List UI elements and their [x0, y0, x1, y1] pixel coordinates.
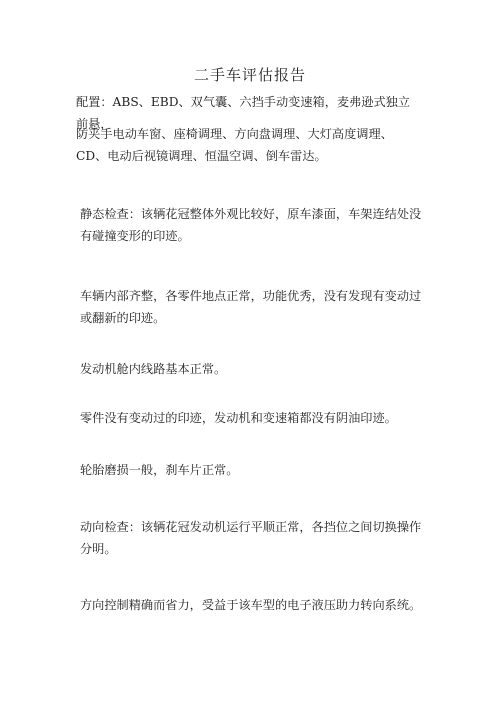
paragraph-steering: 方向控制精确而省力，受益于该车型的电子液压助力转向系统。 — [80, 598, 422, 612]
paragraph-interior: 车辆内部齐整，各零件地点正常，功能优秀，没有发现有变动过或翻新的印迹。 — [80, 289, 422, 325]
paragraph-tires-brakes: 轮胎磨损一般，刹车片正常。 — [80, 463, 239, 477]
paragraph-configuration: 配置：ABS、EBD、双气囊、六挡手动变速箱，麦弗逊式独立前悬， — [76, 95, 411, 131]
paragraph-static-inspection: 静态检查：该辆花冠整体外观比较好，原车漆面，车架连结处没有碰撞变形的印迹。 — [80, 207, 422, 243]
paragraph-dynamic-inspection: 动向检查：该辆花冠发动机运行平顺正常，各挡位之间切换操作分明。 — [80, 520, 422, 556]
paragraph-parts: 零件没有变动过的印迹，发动机和变速箱都没有阴油印迹。 — [80, 411, 397, 425]
document-title: 二手车评估报告 — [193, 66, 306, 84]
paragraph-configuration-continued: 防夹手电动车窗、座椅调理、方向盘调理、大灯高度调理、CD、电动后视镜调理、恒温空调、倒车雷达。 — [76, 127, 393, 163]
paragraph-engine-wiring: 发动机舱内线路基本正常。 — [80, 362, 227, 376]
